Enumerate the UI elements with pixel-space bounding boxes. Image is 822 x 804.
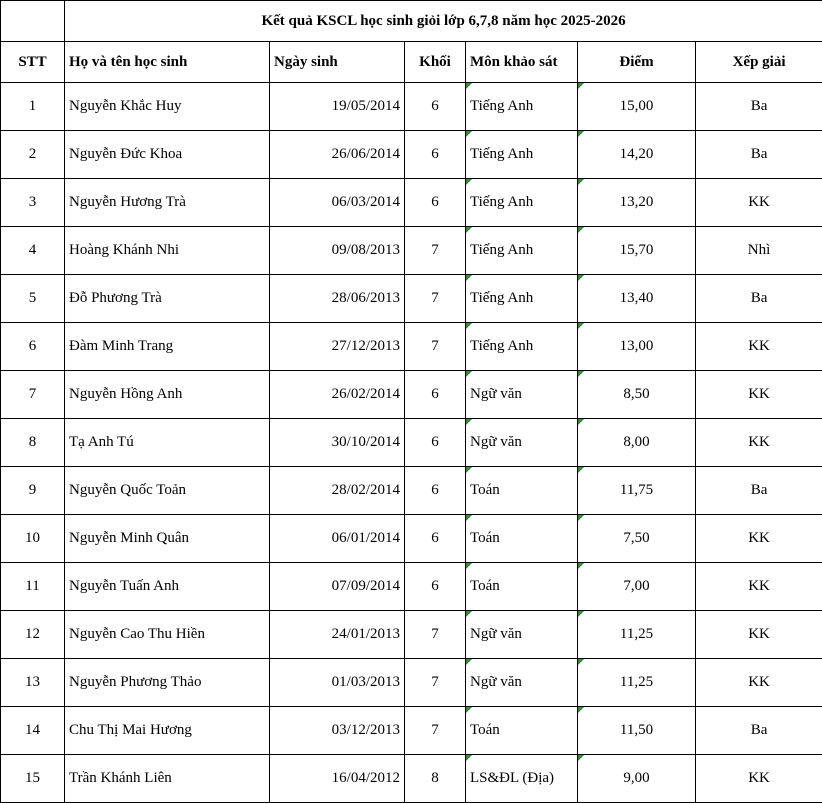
header-subject[interactable]: Môn khảo sát xyxy=(466,42,578,83)
header-score[interactable]: Điểm xyxy=(578,42,696,83)
cell-award[interactable]: Ba xyxy=(696,707,822,755)
cell-subject[interactable]: Ngữ văn xyxy=(466,371,578,419)
cell-stt[interactable]: 15 xyxy=(1,755,65,803)
cell-dob[interactable]: 26/06/2014 xyxy=(270,131,405,179)
cell-score[interactable]: 13,40 xyxy=(578,275,696,323)
cell-dob[interactable]: 28/06/2013 xyxy=(270,275,405,323)
table-row xyxy=(1,611,822,659)
table-row xyxy=(1,227,822,275)
cell-grade[interactable]: 7 xyxy=(405,707,466,755)
cell-score[interactable]: 7,50 xyxy=(578,515,696,563)
cell-score[interactable]: 7,00 xyxy=(578,563,696,611)
cell-name[interactable]: Nguyễn Minh Quân xyxy=(65,515,270,563)
cell-grade[interactable]: 7 xyxy=(405,611,466,659)
title-row xyxy=(1,1,822,42)
cell-grade[interactable]: 8 xyxy=(405,755,466,803)
cell-name[interactable]: Đỗ Phương Trà xyxy=(65,275,270,323)
cell-stt[interactable]: 11 xyxy=(1,563,65,611)
cell-award[interactable]: KK xyxy=(696,563,822,611)
cell-dob[interactable]: 06/01/2014 xyxy=(270,515,405,563)
cell-subject[interactable]: Tiếng Anh xyxy=(466,83,578,131)
cell-name[interactable]: Nguyễn Đức Khoa xyxy=(65,131,270,179)
sheet-title[interactable]: Kết quả KSCL học sinh giỏi lớp 6,7,8 năm học 2025-2026 xyxy=(65,1,822,42)
cell-score[interactable]: 8,50 xyxy=(578,371,696,419)
cell-score[interactable]: 14,20 xyxy=(578,131,696,179)
cell-score[interactable]: 11,50 xyxy=(578,707,696,755)
table-row xyxy=(1,419,822,467)
cell-subject[interactable]: Ngữ văn xyxy=(466,659,578,707)
cell-subject[interactable]: Tiếng Anh xyxy=(466,275,578,323)
cell-award[interactable]: KK xyxy=(696,659,822,707)
title-blank-cell[interactable] xyxy=(1,1,65,42)
cell-name[interactable]: Trần Khánh Liên xyxy=(65,755,270,803)
cell-dob[interactable]: 09/08/2013 xyxy=(270,227,405,275)
cell-name[interactable]: Nguyễn Hương Trà xyxy=(65,179,270,227)
cell-stt[interactable]: 1 xyxy=(1,83,65,131)
cell-stt[interactable]: 7 xyxy=(1,371,65,419)
table-row xyxy=(1,515,822,563)
header-grade[interactable]: Khối xyxy=(405,42,466,83)
cell-subject[interactable]: Toán xyxy=(466,515,578,563)
cell-score[interactable]: 8,00 xyxy=(578,419,696,467)
cell-grade[interactable]: 6 xyxy=(405,83,466,131)
cell-subject[interactable]: Toán xyxy=(466,707,578,755)
cell-grade[interactable]: 6 xyxy=(405,371,466,419)
cell-name[interactable]: Nguyễn Phương Thảo xyxy=(65,659,270,707)
cell-dob[interactable]: 28/02/2014 xyxy=(270,467,405,515)
table-row xyxy=(1,323,822,371)
cell-dob[interactable]: 19/05/2014 xyxy=(270,83,405,131)
header-award[interactable]: Xếp giải xyxy=(696,42,822,83)
cell-award[interactable]: KK xyxy=(696,611,822,659)
cell-dob[interactable]: 26/02/2014 xyxy=(270,371,405,419)
table-row xyxy=(1,83,822,131)
cell-stt[interactable]: 9 xyxy=(1,467,65,515)
cell-name[interactable]: Hoàng Khánh Nhi xyxy=(65,227,270,275)
cell-award[interactable]: KK xyxy=(696,371,822,419)
cell-grade[interactable]: 7 xyxy=(405,275,466,323)
table-row xyxy=(1,563,822,611)
cell-score[interactable]: 11,25 xyxy=(578,611,696,659)
cell-name[interactable]: Nguyễn Quốc Toản xyxy=(65,467,270,515)
cell-award[interactable]: KK xyxy=(696,179,822,227)
cell-subject[interactable]: Ngữ văn xyxy=(466,611,578,659)
cell-grade[interactable]: 7 xyxy=(405,659,466,707)
cell-grade[interactable]: 6 xyxy=(405,563,466,611)
cell-stt[interactable]: 12 xyxy=(1,611,65,659)
cell-grade[interactable]: 7 xyxy=(405,227,466,275)
cell-subject[interactable]: Tiếng Anh xyxy=(466,227,578,275)
cell-score[interactable]: 13,00 xyxy=(578,323,696,371)
cell-stt[interactable]: 10 xyxy=(1,515,65,563)
cell-stt[interactable]: 14 xyxy=(1,707,65,755)
cell-stt[interactable]: 13 xyxy=(1,659,65,707)
cell-grade[interactable]: 6 xyxy=(405,131,466,179)
cell-stt[interactable]: 8 xyxy=(1,419,65,467)
header-dob[interactable]: Ngày sinh xyxy=(270,42,405,83)
cell-subject[interactable]: Ngữ văn xyxy=(466,419,578,467)
cell-award[interactable]: KK xyxy=(696,419,822,467)
cell-subject[interactable]: Tiếng Anh xyxy=(466,131,578,179)
cell-dob[interactable]: 03/12/2013 xyxy=(270,707,405,755)
table-row xyxy=(1,707,822,755)
cell-stt[interactable]: 2 xyxy=(1,131,65,179)
header-stt[interactable]: STT xyxy=(1,42,65,83)
cell-score[interactable]: 15,00 xyxy=(578,83,696,131)
cell-stt[interactable]: 5 xyxy=(1,275,65,323)
cell-award[interactable]: Ba xyxy=(696,275,822,323)
table-row xyxy=(1,467,822,515)
cell-award[interactable]: KK xyxy=(696,323,822,371)
cell-grade[interactable]: 7 xyxy=(405,323,466,371)
cell-award[interactable]: Ba xyxy=(696,131,822,179)
cell-grade[interactable]: 6 xyxy=(405,419,466,467)
cell-dob[interactable]: 01/03/2013 xyxy=(270,659,405,707)
cell-stt[interactable]: 4 xyxy=(1,227,65,275)
cell-subject[interactable]: Tiếng Anh xyxy=(466,323,578,371)
cell-score[interactable]: 9,00 xyxy=(578,755,696,803)
table-row xyxy=(1,275,822,323)
header-name[interactable]: Họ và tên học sinh xyxy=(65,42,270,83)
cell-name[interactable]: Chu Thị Mai Hương xyxy=(65,707,270,755)
cell-grade[interactable]: 6 xyxy=(405,179,466,227)
cell-dob[interactable]: 27/12/2013 xyxy=(270,323,405,371)
cell-grade[interactable]: 6 xyxy=(405,467,466,515)
header-row xyxy=(1,42,822,83)
cell-dob[interactable]: 06/03/2014 xyxy=(270,179,405,227)
cell-name[interactable]: Nguyễn Khắc Huy xyxy=(65,83,270,131)
cell-award[interactable]: Ba xyxy=(696,83,822,131)
table-row xyxy=(1,371,822,419)
cell-name[interactable]: Nguyễn Tuấn Anh xyxy=(65,563,270,611)
table-row xyxy=(1,755,822,803)
cell-dob[interactable]: 30/10/2014 xyxy=(270,419,405,467)
cell-dob[interactable]: 07/09/2014 xyxy=(270,563,405,611)
cell-dob[interactable]: 16/04/2012 xyxy=(270,755,405,803)
cell-grade[interactable]: 6 xyxy=(405,515,466,563)
cell-award[interactable]: Nhì xyxy=(696,227,822,275)
cell-subject[interactable]: Tiếng Anh xyxy=(466,179,578,227)
cell-name[interactable]: Tạ Anh Tú xyxy=(65,419,270,467)
cell-award[interactable]: KK xyxy=(696,755,822,803)
cell-score[interactable]: 15,70 xyxy=(578,227,696,275)
cell-score[interactable]: 13,20 xyxy=(578,179,696,227)
cell-subject[interactable]: Toán xyxy=(466,563,578,611)
cell-name[interactable]: Nguyễn Cao Thu Hiền xyxy=(65,611,270,659)
table-row xyxy=(1,131,822,179)
cell-award[interactable]: KK xyxy=(696,515,822,563)
cell-subject[interactable]: Toán xyxy=(466,467,578,515)
table-row xyxy=(1,659,822,707)
cell-score[interactable]: 11,75 xyxy=(578,467,696,515)
cell-name[interactable]: Nguyễn Hồng Anh xyxy=(65,371,270,419)
cell-stt[interactable]: 3 xyxy=(1,179,65,227)
table-row xyxy=(1,179,822,227)
cell-dob[interactable]: 24/01/2013 xyxy=(270,611,405,659)
cell-award[interactable]: Ba xyxy=(696,467,822,515)
cell-score[interactable]: 11,25 xyxy=(578,659,696,707)
cell-stt[interactable]: 6 xyxy=(1,323,65,371)
cell-subject[interactable]: LS&ĐL (Địa) xyxy=(466,755,578,803)
cell-name[interactable]: Đàm Minh Trang xyxy=(65,323,270,371)
